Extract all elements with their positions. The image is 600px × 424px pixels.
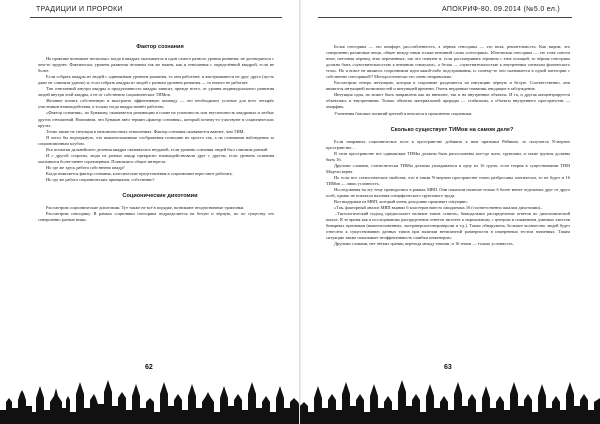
paragraph: «Так, факторный анализ МВП выявил 6 кластеров вместо ожидаемых 16 (соответственно шкалам дихотомии)... — [334, 205, 544, 211]
paragraph: Рассмотрим теперь интуицию, которая в соционике разделяется на интуицию чёрную и белую. Соответственно, они являются интуицией возможностей и интуицией времени. Очень неудачные названия, вводящие в заблуждение. — [326, 80, 570, 92]
city-skyline-illustration — [0, 372, 300, 424]
paragraph: Точно также не ситуация в межличностных отношениях. Фактор сознания оказывается важнее, чем ТИМ. — [46, 128, 245, 134]
skyline-graphic — [300, 372, 600, 424]
paragraph: Интуиция одна, но может быть направлена как на внешнее, так и на внутренние объекты. И та, и другая концентрируется объектами, и внутренними. Только объекты материальной природы — стабильны, а объекты внутреннего пространства — аморфны. — [326, 92, 570, 110]
paragraph: ...Типологический подход предполагает наличие типов «типов», бимодальное распределение ответов по дихотомической шкале. В то время как в исследованиях распределение ответов тяготеет к нормальному с центром и снижением длинных хвостов бинарных признаков (вышеизложенных, экстраверсии-интроверсии и т.д.). Также обнаружена, большее количество людей будет отнесено к существованию данных типов при наличии нетипичной размерности в измеренных тестом значениях. Таким ситуацию также показывает неэффективность ошибки инженеров» — [326, 211, 570, 241]
paragraph: Но где же здесь работа собственно квадр? — [46, 164, 125, 170]
paragraph: На практике возникает несколько: когда в квадрах оказывается и один самого разного уровня развития, не договориться с чем-то труднее. Фактически, уровень развития человека так же важен, как и отношения с определённой квадрой, если не более. — [38, 56, 274, 74]
paragraph: Но если все статистические свойства, что в таком N-мерном пространстве точно разбросаны хаотически, то не будет и 16 ТИМов — лишь условность. — [326, 174, 570, 186]
left-header-rule — [30, 17, 282, 18]
paragraph: Все попытки дальнейшего деления квадры оказывались неудачей, если уровень сознания людей был слишком разный. — [46, 146, 269, 152]
left-page-number: 62 — [145, 364, 153, 371]
paragraph: И с другой стороны, люди из разных квадр прекрасно взаимодействовали друг с другом, если уровень сознания оказывался более-менее соразмерным. Появлялись общие интересы. — [38, 152, 274, 164]
paragraph: В этом пространстве все одинаковые ТИМы должны быть расположены кое-где поно, группами, и такие группы должны быть 16. — [326, 150, 570, 162]
skyline-graphic — [0, 372, 300, 424]
right-running-head: АПОКРИФ-80. 09.2014 (№5.0 ел.) — [442, 6, 560, 13]
paragraph: Рассмотрим сенсорику. В рамках соционики сенсорика подразделяется на белую и чёрную, но по существу это совершенно разные вещи. — [38, 211, 274, 223]
right-text-block — [326, 44, 570, 247]
section-title-factor: Фактор сознания — [136, 44, 184, 50]
paragraph: Когда появляется фактор сознания, классические представления в социономии перестают работать. — [46, 170, 233, 176]
paragraph: Исследования на эту тему проводились в рамках МВП. Они показали наличие только 6 более менее отдельных друг от друга осей, однако не показали наличия специфического группового труда. — [326, 186, 570, 199]
paragraph: Если собрать квадры из людей с одинаковым уровнем развития, то они работают, и выстраиваются не друг друга (пусть даже не слишком удачно) и, если собрать квадры из людей с разным уровнем развития — то ничего не работает. — [38, 74, 274, 86]
section-title-how-many-tims: Сколько существует ТИМов на самом деле? — [390, 126, 514, 133]
paragraph: Но где же работа соционических принципов, собственно? — [46, 176, 155, 182]
paragraph: Я хотел бы подчеркнуть, что вышеизложенные соображения позволяю не просто так, а на основании наблюдения за социономичным клубом. — [38, 134, 274, 146]
city-skyline-illustration — [300, 372, 600, 424]
paragraph: Желание понять собственную и выстроить эффективную команду — это необходимое условие для всех четырёх участников взаимодействия, и только тогда квадра начнёт работать. — [38, 98, 274, 110]
paragraph: «Фактор сознания», по Бунакову, оказывается решающим в плане на успешность или неуспешность квадровых и любых других отношений. Напомним, что Бунаков ввёл термин «фактор сознания», который почему-то участвуют в соционических кругах. — [38, 110, 274, 128]
paragraph: Если направить соционическое поле в пространстве добавить к ним признаки Рейнина, то получится N-мерное пространство... — [326, 138, 570, 150]
paragraph: Белая сенсорика — это комфорт, расслабленность, а чёрная сенсорика — это воля, решительность. Как видим, это совершенно различные вещи, общее между ними только внешний слова «сенсорика». Юнговская сенсорика — это тоже совсем иное, неточная перевод этих переменных, так что понятие и, если рассматривать термины с этих позиций, то чёрная сенсорика должна быть «чувствительностью к внешним стимулам», а белая — «чувствительностью к внутренним сигналам физического тела». Но я вовсе не являюсь сторонником идеи какой-либо подстраивания, и, почему-то оно оказывается в одной категории с собственно сенсорикой?! Методологически это очень неправильно. — [326, 44, 570, 80]
paragraph: Уточнения базовых понятий третьей и вносятся в прояснение соционики. — [334, 110, 473, 116]
paragraph: Тип отношений внутри квадры и продуктивность квадры зависят, прежде всего, от уровня индивидуального развития людей внутри этой квадры, а не от собственно соционических ТИМов. — [38, 86, 274, 98]
paragraph: Другими словами, статистически ТИМы должны укладываться в одну из 16 групп, если теория в существовании ТИМ Модели верна. — [326, 162, 570, 174]
left-text-block — [38, 44, 274, 223]
section-title-dichotomies: Соционические дихотомии — [122, 193, 198, 200]
left-running-head: ТРАДИЦИИ И ПРОРОКИ — [36, 6, 123, 13]
paragraph: Вот выдержки из МВП, который очень доходчиво проясняет ситуацию: — [334, 199, 468, 205]
paragraph: Другими словами, нет чётких границ перехода между типами, и 16 типов — только условность. — [334, 241, 514, 247]
right-header-rule — [318, 17, 572, 18]
paragraph: Рассмотрим соционические дихотомии. Тут также не всё в порядке, возникают неоднозначные трактовки. — [46, 205, 245, 211]
right-page — [300, 0, 600, 424]
right-page-number: 63 — [444, 364, 452, 371]
